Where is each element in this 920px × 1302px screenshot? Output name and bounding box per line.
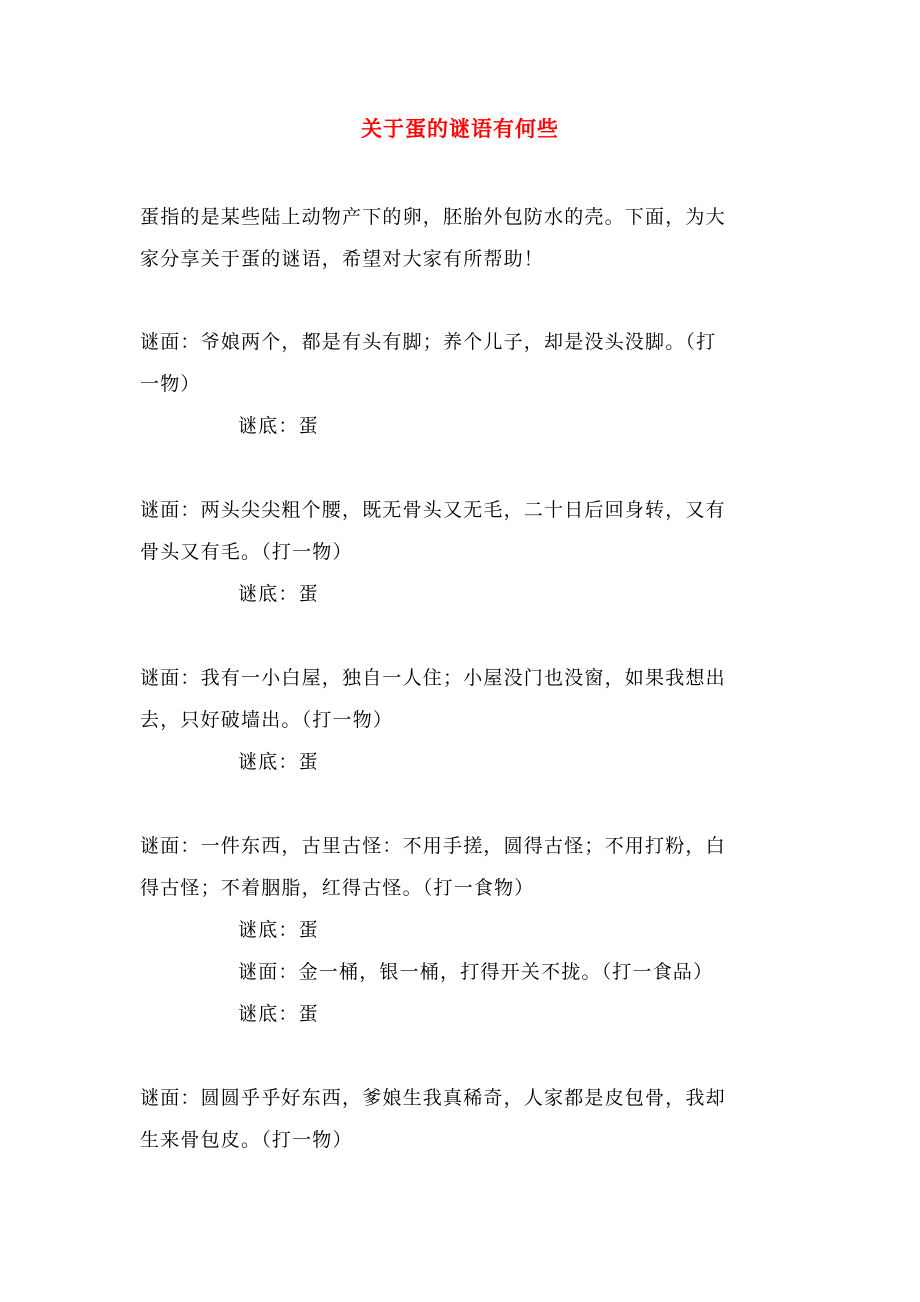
riddle-3-answer: 谜底：蛋 [238,751,319,773]
riddle-1-question: 谜面：爷娘两个，都是有头有脚；养个儿子，却是没头没脚。（打 一物） [140,331,717,395]
intro-paragraph: 蛋指的是某些陆上动物产下的卵，胚胎外包防水的壳。下面，为大 家分享关于蛋的谜语，希望对大家有所帮助！ [140,206,726,270]
riddle-2-question: 谜面：两头尖尖粗个腰，既无骨头又无毛，二十日后回身转，又有 骨头又有毛。（打一物） [140,499,726,563]
riddle-3-question: 谜面：我有一小白屋，独自一人住；小屋没门也没窗，如果我想出 去，只好破墙出。（打一物） [140,667,726,731]
riddle-6-question: 谜面：圆圆乎乎好东西，爹娘生我真稀奇，人家都是皮包骨，我却 生来骨包皮。（打一物） [140,1087,726,1151]
document-title: 关于蛋的谜语有何些 [361,116,559,141]
riddle-4-answer: 谜底：蛋 [238,919,319,941]
riddle-4-question: 谜面：一件东西，古里古怪：不用手搓，圆得古怪；不用打粉，白 得古怪；不着胭脂，红得古怪。（打一食物） [140,835,726,899]
riddle-1-answer: 谜底：蛋 [238,415,319,437]
riddle-5-answer: 谜底：蛋 [238,1003,319,1025]
riddle-5-question: 谜面：金一桶，银一桶，打得开关不拢。（打一食品） [238,961,714,983]
riddle-2-answer: 谜底：蛋 [238,583,319,605]
